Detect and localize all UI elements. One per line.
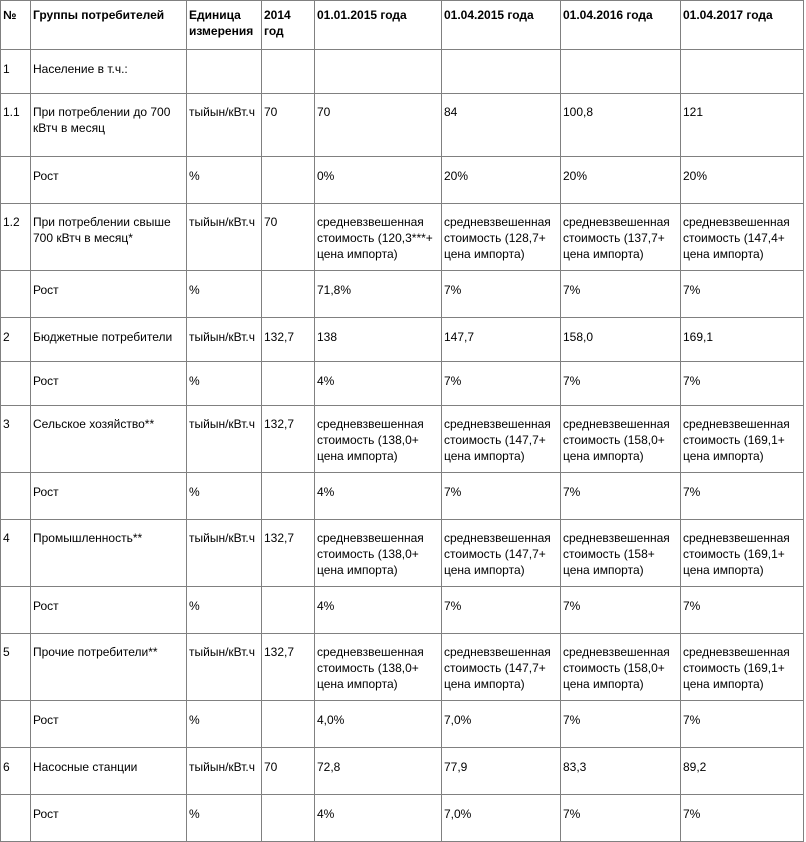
table-cell: средневзвешенная стоимость (147,4+ цена импорта) xyxy=(681,204,804,271)
table-cell: 7% xyxy=(442,473,561,520)
table-row xyxy=(1,795,804,842)
table-cell: % xyxy=(187,157,262,204)
table-cell: 7,0% xyxy=(442,701,561,748)
table-cell xyxy=(262,473,315,520)
table-cell: 100,8 xyxy=(561,94,681,157)
table-cell: При потреблении до 700 кВтч в месяц xyxy=(31,94,187,157)
table-cell: средневзвешенная стоимость (169,1+ цена импорта) xyxy=(681,406,804,473)
table-cell: Промышленность** xyxy=(31,520,187,587)
table-cell: 138 xyxy=(315,318,442,362)
table-cell: средневзвешенная стоимость (158+ цена импорта) xyxy=(561,520,681,587)
table-cell: 0% xyxy=(315,157,442,204)
table-cell: средневзвешенная стоимость (138,0+ цена импорта) xyxy=(315,406,442,473)
table-cell: 4,0% xyxy=(315,701,442,748)
table-cell: 158,0 xyxy=(561,318,681,362)
table-cell: % xyxy=(187,795,262,842)
table-cell: % xyxy=(187,701,262,748)
table-cell: Рост xyxy=(31,473,187,520)
table-cell: 5 xyxy=(1,634,31,701)
table-cell: тыйын/кВт.ч xyxy=(187,318,262,362)
table-header-row xyxy=(1,1,804,50)
column-header-2016-apr: 01.04.2016 года xyxy=(561,1,681,50)
table-cell: 132,7 xyxy=(262,318,315,362)
table-cell: 132,7 xyxy=(262,520,315,587)
table-cell: Рост xyxy=(31,362,187,406)
table-cell xyxy=(262,157,315,204)
table-cell: 7% xyxy=(681,701,804,748)
table-cell: 1.2 xyxy=(1,204,31,271)
table-cell: 7% xyxy=(561,701,681,748)
table-cell: 4% xyxy=(315,362,442,406)
table-cell xyxy=(1,473,31,520)
table-cell: 132,7 xyxy=(262,406,315,473)
table-cell: 169,1 xyxy=(681,318,804,362)
table-cell: Сельское хозяйство** xyxy=(31,406,187,473)
table-cell: 7% xyxy=(442,362,561,406)
column-header-2017-apr: 01.04.2017 года xyxy=(681,1,804,50)
table-cell: средневзвешенная стоимость (128,7+ цена импорта) xyxy=(442,204,561,271)
table-cell: При потреблении свыше 700 кВтч в месяц* xyxy=(31,204,187,271)
table-cell: 7% xyxy=(561,795,681,842)
table-cell: Прочие потребители** xyxy=(31,634,187,701)
table-cell xyxy=(262,362,315,406)
table-cell: 70 xyxy=(315,94,442,157)
table-cell: 7% xyxy=(681,587,804,634)
column-header-number: № xyxy=(1,1,31,50)
table-cell: тыйын/кВт.ч xyxy=(187,634,262,701)
table-cell: 89,2 xyxy=(681,748,804,795)
table-cell: 20% xyxy=(561,157,681,204)
table-cell: средневзвешенная стоимость (169,1+ цена импорта) xyxy=(681,520,804,587)
table-cell: Насосные станции xyxy=(31,748,187,795)
table-cell: тыйын/кВт.ч xyxy=(187,94,262,157)
table-cell: Рост xyxy=(31,795,187,842)
table-cell: 20% xyxy=(442,157,561,204)
table-cell: средневзвешенная стоимость (138,0+ цена импорта) xyxy=(315,520,442,587)
table-cell: 1 xyxy=(1,50,31,94)
table-cell: Рост xyxy=(31,701,187,748)
table-row xyxy=(1,318,804,362)
column-header-2014: 2014 год xyxy=(262,1,315,50)
table-cell: % xyxy=(187,362,262,406)
column-header-2015-apr: 01.04.2015 года xyxy=(442,1,561,50)
table-cell: 147,7 xyxy=(442,318,561,362)
table-cell xyxy=(315,50,442,94)
table-cell: 121 xyxy=(681,94,804,157)
table-cell: 7% xyxy=(681,795,804,842)
table-cell: средневзвешенная стоимость (169,1+ цена импорта) xyxy=(681,634,804,701)
table-cell: 7,0% xyxy=(442,795,561,842)
table-cell: средневзвешенная стоимость (138,0+ цена импорта) xyxy=(315,634,442,701)
table-cell: средневзвешенная стоимость (147,7+ цена импорта) xyxy=(442,520,561,587)
table-row xyxy=(1,204,804,271)
table-cell: 7% xyxy=(561,271,681,318)
table-cell: 70 xyxy=(262,748,315,795)
table-cell: тыйын/кВт.ч xyxy=(187,204,262,271)
table-cell: 7% xyxy=(442,587,561,634)
table-cell: 2 xyxy=(1,318,31,362)
table-cell xyxy=(1,157,31,204)
column-header-2015-jan: 01.01.2015 года xyxy=(315,1,442,50)
table-cell xyxy=(1,362,31,406)
table-row xyxy=(1,634,804,701)
table-cell: 7% xyxy=(561,587,681,634)
table-cell: 77,9 xyxy=(442,748,561,795)
table-cell: % xyxy=(187,271,262,318)
table-row xyxy=(1,520,804,587)
table-cell xyxy=(1,271,31,318)
table-cell xyxy=(1,795,31,842)
table-cell: 132,7 xyxy=(262,634,315,701)
table-cell: 4% xyxy=(315,587,442,634)
table-cell: 4% xyxy=(315,795,442,842)
table-cell xyxy=(442,50,561,94)
table-cell: Рост xyxy=(31,271,187,318)
table-cell: 72,8 xyxy=(315,748,442,795)
table-cell: тыйын/кВт.ч xyxy=(187,406,262,473)
table-cell: % xyxy=(187,587,262,634)
table-cell: 6 xyxy=(1,748,31,795)
table-cell xyxy=(681,50,804,94)
table-cell: Бюджетные потребители xyxy=(31,318,187,362)
table-row xyxy=(1,271,804,318)
table-cell: % xyxy=(187,473,262,520)
table-row xyxy=(1,362,804,406)
table-cell xyxy=(1,701,31,748)
table-cell: средневзвешенная стоимость (147,7+ цена импорта) xyxy=(442,634,561,701)
table-cell: Рост xyxy=(31,157,187,204)
table-row xyxy=(1,406,804,473)
table-cell: 4 xyxy=(1,520,31,587)
table-cell: 70 xyxy=(262,94,315,157)
table-cell: 7% xyxy=(561,473,681,520)
table-cell: 3 xyxy=(1,406,31,473)
table-cell: Население в т.ч.: xyxy=(31,50,187,94)
table-cell: 84 xyxy=(442,94,561,157)
table-cell: 71,8% xyxy=(315,271,442,318)
table-cell: 7% xyxy=(442,271,561,318)
table-cell xyxy=(262,271,315,318)
table-cell: средневзвешенная стоимость (120,3***+ цена импорта) xyxy=(315,204,442,271)
table-cell xyxy=(262,50,315,94)
table-cell: средневзвешенная стоимость (158,0+ цена импорта) xyxy=(561,406,681,473)
column-header-unit: Единица измерения xyxy=(187,1,262,50)
table-cell: средневзвешенная стоимость (137,7+ цена импорта) xyxy=(561,204,681,271)
table-cell xyxy=(1,587,31,634)
table-row xyxy=(1,50,804,94)
table-cell: 7% xyxy=(681,473,804,520)
table-cell: 70 xyxy=(262,204,315,271)
column-header-consumer-group: Группы потребителей xyxy=(31,1,187,50)
table-cell: средневзвешенная стоимость (158,0+ цена импорта) xyxy=(561,634,681,701)
table-row xyxy=(1,94,804,157)
table-cell xyxy=(187,50,262,94)
table-cell xyxy=(561,50,681,94)
table-row xyxy=(1,587,804,634)
table-cell: 7% xyxy=(561,362,681,406)
table-cell: 7% xyxy=(681,362,804,406)
table-cell: 4% xyxy=(315,473,442,520)
table-row xyxy=(1,701,804,748)
table-row xyxy=(1,473,804,520)
table-cell xyxy=(262,587,315,634)
table-cell xyxy=(262,795,315,842)
table-cell: 20% xyxy=(681,157,804,204)
table-cell: тыйын/кВт.ч xyxy=(187,520,262,587)
table-row xyxy=(1,157,804,204)
table-cell: Рост xyxy=(31,587,187,634)
table-cell: тыйын/кВт.ч xyxy=(187,748,262,795)
table-cell: 1.1 xyxy=(1,94,31,157)
table-cell: 83,3 xyxy=(561,748,681,795)
table-cell: средневзвешенная стоимость (147,7+ цена импорта) xyxy=(442,406,561,473)
table-row xyxy=(1,748,804,795)
table-cell: 7% xyxy=(681,271,804,318)
table-cell xyxy=(262,701,315,748)
